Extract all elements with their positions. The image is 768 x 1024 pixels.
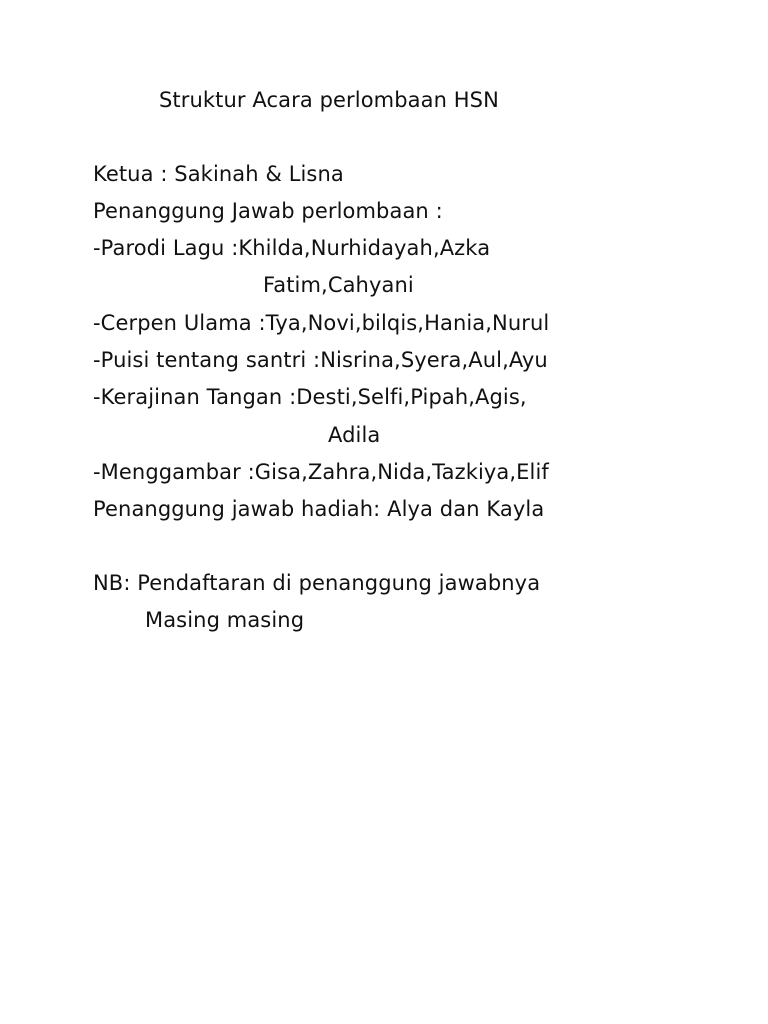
document-title: Struktur Acara perlombaan HSN [159,88,499,112]
menggambar-line: -Menggambar :Gisa,Zahra,Nida,Tazkiya,Elif [93,460,549,484]
puisi-santri-line: -Puisi tentang santri :Nisrina,Syera,Aul,Ayu [93,348,548,372]
ketua-line: Ketua : Sakinah & Lisna [93,162,344,186]
pj-hadiah-line: Penanggung jawab hadiah: Alya dan Kayla [93,497,545,521]
kerajinan-tangan-continuation: Adila [328,423,381,447]
parodi-lagu-continuation: Fatim,Cahyani [263,273,414,297]
nb-continuation: Masing masing [145,608,305,632]
pj-perlombaan-heading: Penanggung Jawab perlombaan : [93,199,443,223]
nb-line: NB: Pendaftaran di penanggung jawabnya [93,571,541,595]
parodi-lagu-line: -Parodi Lagu :Khilda,Nurhidayah,Azka [93,236,491,260]
kerajinan-tangan-line: -Kerajinan Tangan :Desti,Selfi,Pipah,Agis, [93,385,527,409]
cerpen-ulama-line: -Cerpen Ulama :Tya,Novi,bilqis,Hania,Nurul [93,311,550,335]
